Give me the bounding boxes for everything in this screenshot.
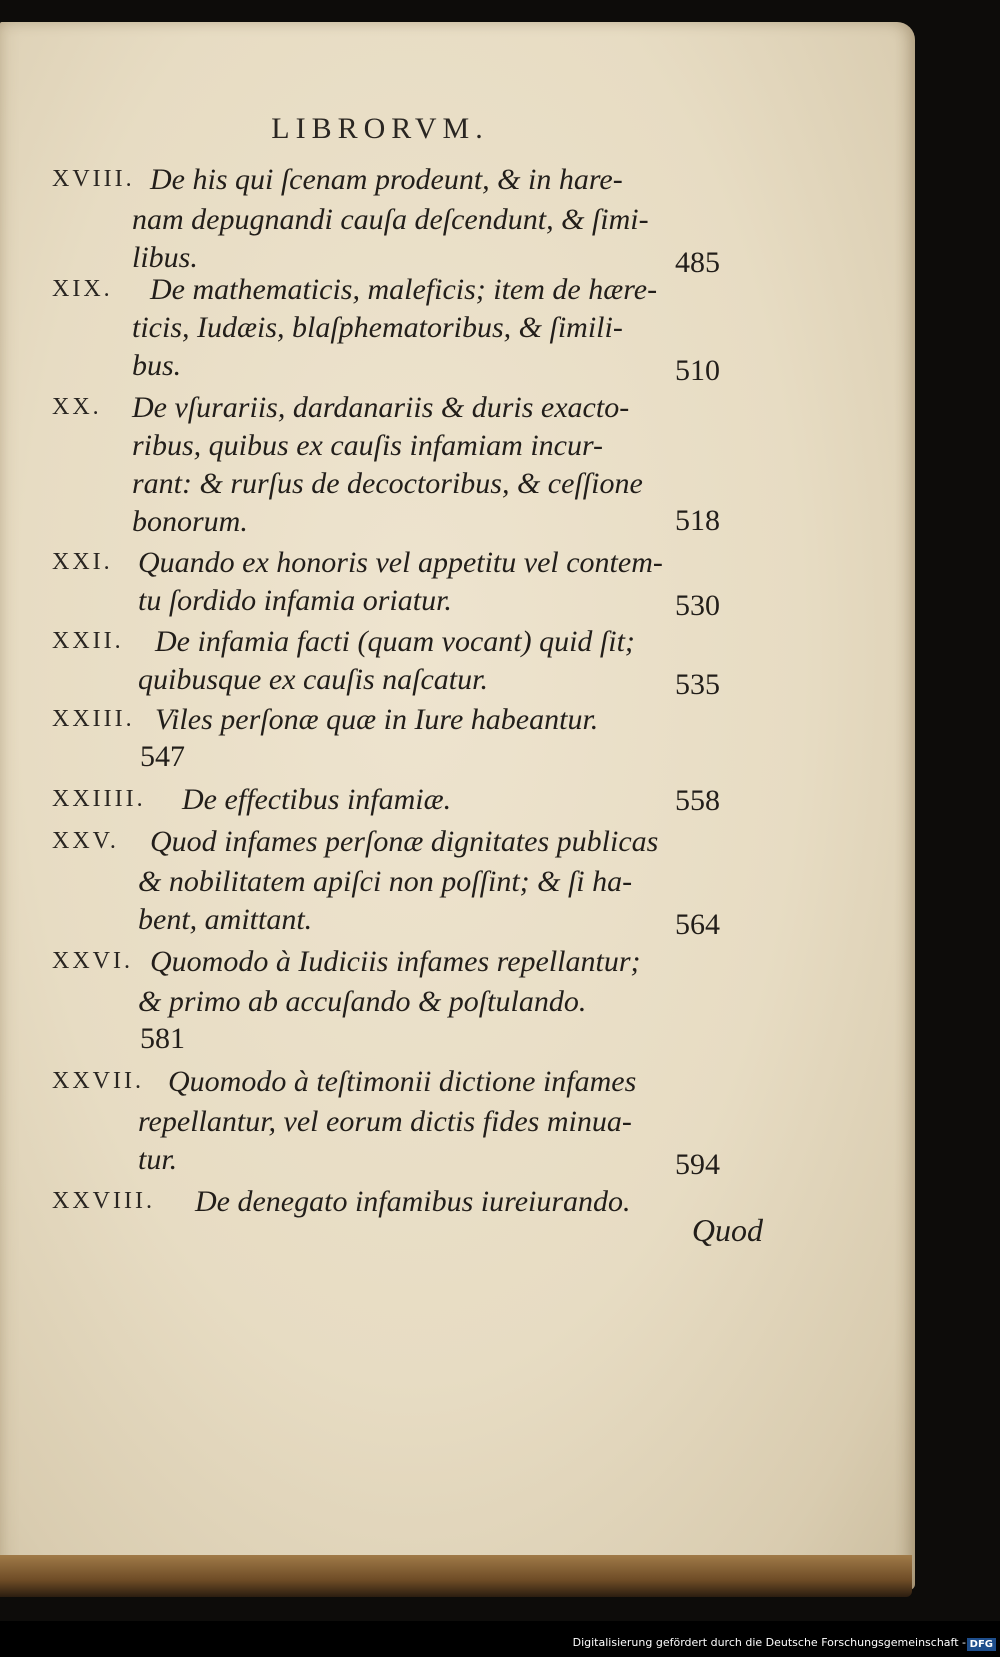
entry-line: ribus, quibus ex cauſis infamiam incur- — [132, 429, 604, 462]
page-number: 547 — [140, 740, 185, 773]
entry-line: rant: & rurſus de decoctoribus, & ceſſione — [132, 467, 643, 500]
entry-line: Viles perſonæ quæ in Iure habeantur. — [155, 703, 599, 736]
page-number: 530 — [675, 589, 720, 622]
entry-line: & nobilitatem apiſci non poſſint; & ſi ha- — [138, 865, 633, 898]
entry-line: De effectibus infamiæ. — [182, 783, 452, 816]
entry-line: bonorum. — [132, 505, 248, 538]
entry-line: Quomodo à Iudiciis infames repellantur; — [150, 945, 641, 978]
chapter-numeral: XXIIII. — [52, 786, 146, 812]
page-number: 510 — [675, 354, 720, 387]
funding-notice: Digitalisierung gefördert durch die Deutsche Forschungsgemeinschaft - — [572, 1636, 966, 1649]
entry-line: ticis, Iudæis, blaſphematoribus, & ſimili- — [132, 311, 623, 344]
page-number: 558 — [675, 784, 720, 817]
entry-line: De vſurariis, dardanariis & duris exacto- — [132, 391, 630, 424]
dfg-logo-icon: DFG — [967, 1638, 996, 1651]
entry-line: De infamia facti (quam vocant) quid ſit; — [155, 625, 635, 658]
running-head: LIBRORVM. — [271, 112, 489, 145]
chapter-numeral: XXI. — [52, 549, 113, 575]
entry-line: Quomodo à teſtimonii dictione infames — [168, 1065, 637, 1098]
page-number: 594 — [675, 1148, 720, 1181]
entry-line: De mathematicis, maleficis; item de hære- — [150, 273, 658, 306]
chapter-numeral: XIX. — [52, 276, 113, 302]
entry-line: quibusque ex cauſis naſcatur. — [138, 663, 488, 696]
page-number: 535 — [675, 668, 720, 701]
page-number: 564 — [675, 908, 720, 941]
chapter-numeral: XXV. — [52, 828, 119, 854]
entry-line: nam depugnandi cauſa deſcendunt, & ſimi- — [132, 203, 649, 236]
chapter-numeral: XX. — [52, 394, 102, 420]
entry-line: bus. — [132, 349, 182, 382]
entry-line: libus. — [132, 241, 198, 274]
page-number: 581 — [140, 1022, 185, 1055]
entry-line: & primo ab accuſando & poſtulando. — [138, 985, 587, 1018]
entry-line: bent, amittant. — [138, 903, 313, 936]
digitization-footer — [0, 1621, 1000, 1657]
page-bottom-edge — [0, 1555, 912, 1597]
chapter-numeral: XVIII. — [52, 166, 135, 192]
entry-line: Quod infames perſonæ dignitates publicas — [150, 825, 659, 858]
chapter-numeral: XXII. — [52, 628, 124, 654]
chapter-numeral: XXVIII. — [52, 1188, 155, 1214]
chapter-numeral: XXIII. — [52, 706, 135, 732]
entry-line: De his qui ſcenam prodeunt, & in hare- — [150, 163, 623, 196]
entry-line: tu ſordido infamia oriatur. — [138, 584, 452, 617]
entry-line: De denegato infamibus iureiurando. — [195, 1185, 631, 1218]
entry-line: repellantur, vel eorum dictis fides minua- — [138, 1105, 632, 1138]
chapter-numeral: XXVI. — [52, 948, 133, 974]
catchword: Quod — [691, 1212, 763, 1248]
entry-line: tur. — [138, 1143, 178, 1176]
page-number: 485 — [675, 246, 720, 279]
chapter-numeral: XXVII. — [52, 1068, 144, 1094]
entry-line: Quando ex honoris vel appetitu vel contem- — [138, 546, 663, 579]
page-number: 518 — [675, 504, 720, 537]
